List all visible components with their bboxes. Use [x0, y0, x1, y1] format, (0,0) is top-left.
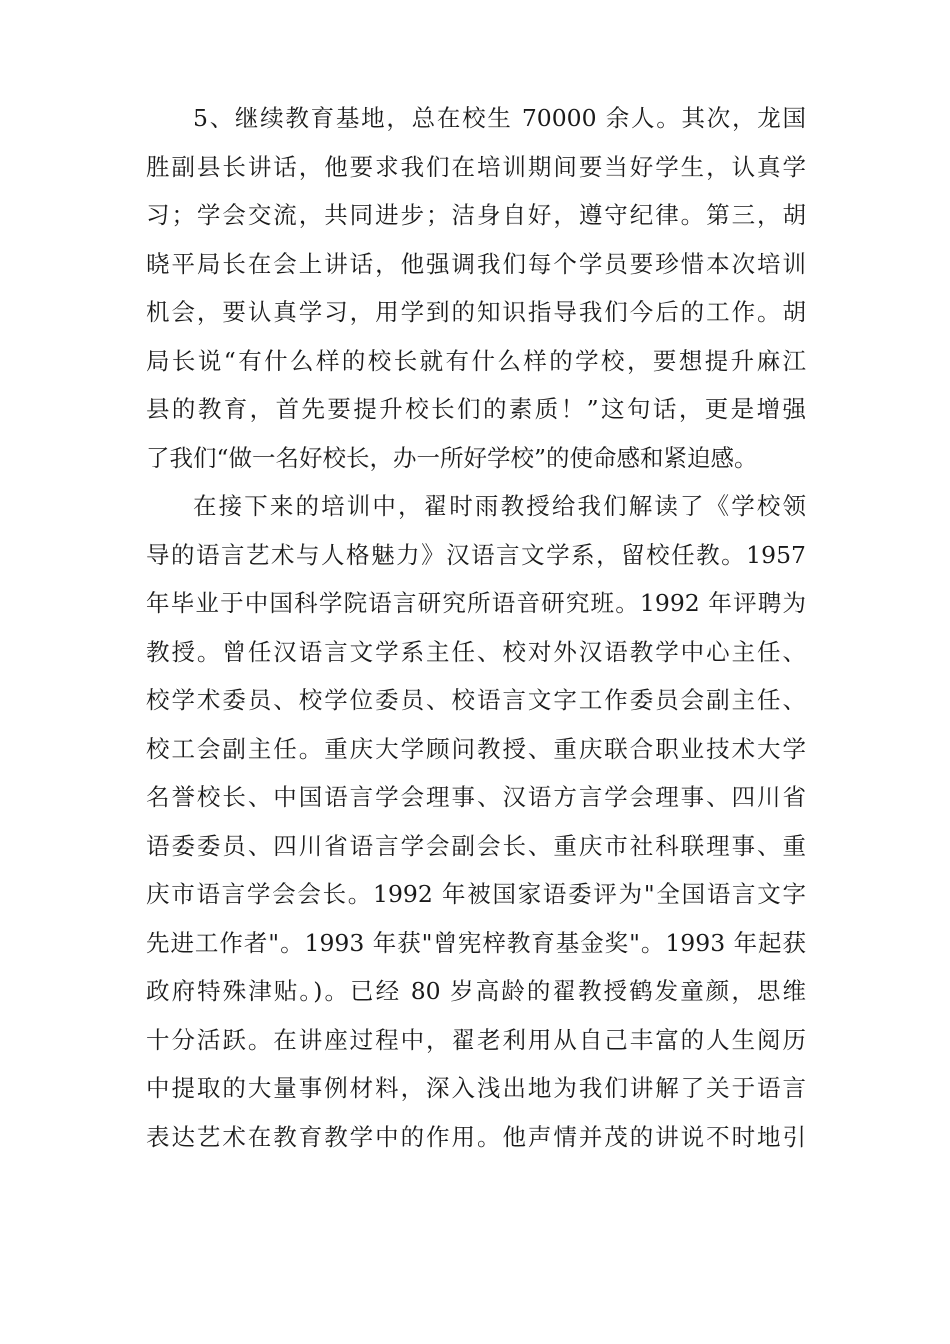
paragraph-1-line-1: 5、继续教育基地，总在校生 70000 余人。其次，龙国: [193, 104, 806, 132]
document-body: [146, 94, 806, 1161]
paragraph-2-line-8: 语委委员、四川省语言学会副会长、重庆市社科联理事、重: [146, 831, 806, 860]
paragraph-2-line-3: 年毕业于中国科学院语言研究所语音研究班。1992 年评聘为: [146, 589, 806, 617]
paragraph-2-line-10: 先进工作者"。1993 年获"曾宪梓教育基金奖"。1993 年起获: [146, 928, 806, 957]
paragraph-1-line-5: 机会，要认真学习，用学到的知识指导我们今后的工作。胡: [146, 298, 806, 326]
paragraph-1-line-7: 县的教育，首先要提升校长们的素质！”这句话，更是增强: [146, 395, 806, 423]
paragraph-2-line-13: 中提取的大量事例材料，深入浅出地为我们讲解了关于语言: [146, 1074, 806, 1102]
paragraph-2-line-1: 在接下来的培训中，翟时雨教授给我们解读了《学校领: [193, 492, 806, 520]
paragraph-2-line-2: 导的语言艺术与人格魅力》汉语言文学系，留校任教。1957: [146, 540, 806, 569]
paragraph-1-line-4: 晓平局长在会上讲话，他强调我们每个学员要珍惜本次培训: [146, 249, 806, 278]
paragraph-1: [146, 94, 806, 482]
paragraph-1-line-6: 局长说“有什么样的校长就有什么样的学校，要想提升麻江: [146, 346, 806, 375]
paragraph-2-line-7: 名誉校长、中国语言学会理事、汉语方言学会理事、四川省: [146, 783, 806, 811]
paragraph-1-line-8: 了我们“做一名好校长，办一所好学校”的使命感和紧迫感。: [146, 443, 758, 472]
paragraph-2-line-5: 校学术委员、校学位委员、校语言文字工作委员会副主任、: [146, 686, 806, 714]
paragraph-2-line-4: 教授。曾任汉语言文学系主任、校对外汉语教学中心主任、: [146, 637, 806, 666]
paragraph-2-line-9: 庆市语言学会会长。1992 年被国家语委评为"全国语言文字: [146, 880, 806, 908]
paragraph-1-line-3: 习；学会交流，共同进步；洁身自好，遵守纪律。第三，胡: [146, 201, 806, 229]
paragraph-2-line-6: 校工会副主任。重庆大学顾问教授、重庆联合职业技术大学: [146, 734, 806, 763]
paragraph-2-line-11: 政府特殊津贴。)。已经 80 岁高龄的翟教授鹤发童颜，思维: [146, 977, 806, 1005]
paragraph-2: [146, 482, 806, 1161]
paragraph-2-line-12: 十分活跃。在讲座过程中，翟老利用从自己丰富的人生阅历: [146, 1025, 806, 1054]
paragraph-1-line-2: 胜副县长讲话，他要求我们在培训期间要当好学生，认真学: [146, 152, 806, 181]
paragraph-2-line-14: 表达艺术在教育教学中的作用。他声情并茂的讲说不时地引: [146, 1122, 806, 1151]
